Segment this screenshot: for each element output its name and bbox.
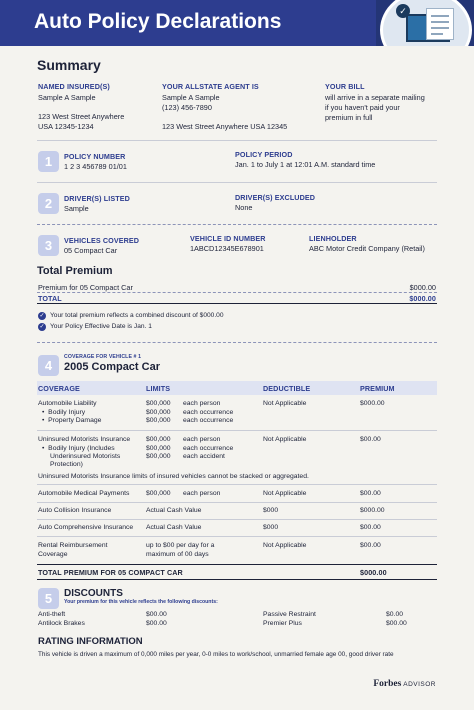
row-divider <box>37 430 437 431</box>
column-header-deductible: DEDUCTIBLE <box>263 384 311 393</box>
total-premium-title: Total Premium <box>37 265 113 277</box>
page-title: Auto Policy Declarations <box>34 10 282 33</box>
premium-value: $00.00 <box>360 436 381 443</box>
limit-desc: each person <box>183 400 221 407</box>
section-number-badge: 5 <box>38 588 59 609</box>
coverage-sub-item: • Property Damage <box>42 417 102 424</box>
forbes-advisor-logo <box>373 678 436 689</box>
coverage-sub-item: • Bodily Injury (Includes <box>42 445 115 452</box>
discount-label: Anti-theft <box>38 611 66 618</box>
discount-value: $00.00 <box>146 611 167 618</box>
limit-desc: each occurrence <box>183 417 234 424</box>
row-divider <box>37 484 437 485</box>
vehicle-id: 1ABCD12345E678901 <box>190 244 264 253</box>
header-banner <box>0 0 474 46</box>
deductible-value: Not Applicable <box>263 490 307 497</box>
row-divider <box>37 502 437 503</box>
bill-line-1: will arrive in a separate mailing <box>325 93 425 102</box>
limit-value: $00,000 <box>146 445 171 452</box>
logo-brand: Forbes <box>373 679 402 689</box>
divider <box>37 224 437 225</box>
checkmark-icon: ✓ <box>396 4 410 18</box>
lienholder: ABC Motor Credit Company (Retail) <box>309 244 425 253</box>
agent-label: YOUR ALLSTATE AGENT IS <box>162 82 259 91</box>
document-icon <box>426 8 454 40</box>
total-label: TOTAL <box>38 294 62 303</box>
lienholder-label: LIENHOLDER <box>309 234 357 243</box>
drivers-listed: Sample <box>64 204 89 213</box>
rating-title: RATING INFORMATION <box>38 636 143 647</box>
limit-desc: each accident <box>183 453 225 460</box>
drivers-excluded-label: DRIVER(S) EXCLUDED <box>235 193 316 202</box>
limit-value: Actual Cash Value <box>146 507 202 514</box>
uninsured-note: Uninsured Motorists Insurance limits of insured vehicles cannot be stacked or aggregated. <box>38 473 309 480</box>
deductible-value: Not Applicable <box>263 400 307 407</box>
limit-value: $00,000 <box>146 453 171 460</box>
coverage-total-label: TOTAL PREMIUM FOR 05 COMPACT CAR <box>38 568 183 577</box>
discount-label: Passive Restraint <box>263 611 316 618</box>
deductible-value: $000 <box>263 507 279 514</box>
premium-note-2: Your Policy Effective Date is Jan. 1 <box>50 323 152 330</box>
rating-text: This vehicle is driven a maximum of 0,000 miles per year, 0-0 miles to work/school, unmarried female age 00, good driver rate <box>38 651 394 658</box>
vehicles-covered-label: VEHICLES COVERED <box>64 236 140 245</box>
premium-value: $00.00 <box>360 524 381 531</box>
limit-value: $00,000 <box>146 417 171 424</box>
coverage-name-cont: Coverage <box>38 551 68 558</box>
coverage-name: Rental Reimbursement <box>38 542 108 549</box>
deductible-value: Not Applicable <box>263 436 307 443</box>
limit-value: Actual Cash Value <box>146 524 202 531</box>
column-header-limits: LIMITS <box>146 384 171 393</box>
named-insured-address-2: USA 12345-1234 <box>38 122 94 131</box>
divider <box>37 140 437 141</box>
coverage-name: Uninsured Motorists Insurance <box>38 436 131 443</box>
premium-line-value: $000.00 <box>409 283 436 292</box>
premium-line-label: Premium for 05 Compact Car <box>38 283 133 292</box>
limit-value-cont: maximum of 00 days <box>146 551 209 558</box>
premium-value: $00.00 <box>360 490 381 497</box>
drivers-listed-label: DRIVER(S) LISTED <box>64 194 130 203</box>
row-divider <box>37 519 437 520</box>
divider <box>37 182 437 183</box>
summary-title: Summary <box>37 57 101 73</box>
section-number-badge: 1 <box>38 151 59 172</box>
vehicles-covered: 05 Compact Car <box>64 246 118 255</box>
discount-value: $00.00 <box>146 620 167 627</box>
limit-value: up to $00 per day for a <box>146 542 215 549</box>
discount-value: $0.00 <box>386 611 404 618</box>
check-circle-icon: ✓ <box>39 313 45 319</box>
bill-line-2: if you haven't paid your <box>325 103 400 112</box>
limit-desc: each occurrence <box>183 409 234 416</box>
discount-label: Antilock Brakes <box>38 620 85 627</box>
premium-value: $000.00 <box>360 400 385 407</box>
coverage-total-value: $000.00 <box>360 568 387 577</box>
header-illustration <box>376 0 474 46</box>
discounts-subtitle: Your premium for this vehicle reflects the following discounts: <box>64 599 218 605</box>
row-divider <box>37 564 437 565</box>
limit-desc: each person <box>183 490 221 497</box>
check-circle-icon: ✓ <box>39 324 45 330</box>
coverage-name: Auto Comprehensive Insurance <box>38 524 134 531</box>
deductible-value: Not Applicable <box>263 542 307 549</box>
limit-value: $00,000 <box>146 400 171 407</box>
policy-number: 1 2 3 456789 01/01 <box>64 162 127 171</box>
policy-period-label: POLICY PERIOD <box>235 150 293 159</box>
discount-value: $00.00 <box>386 620 407 627</box>
drivers-excluded: None <box>235 203 253 212</box>
named-insured-name: Sample A Sample <box>38 93 96 102</box>
section-number-badge: 3 <box>38 235 59 256</box>
discounts-title: DISCOUNTS <box>64 588 123 599</box>
section-number-badge: 4 <box>38 355 59 376</box>
divider <box>37 292 437 293</box>
limit-desc: each occurrence <box>183 445 234 452</box>
coverage-sub-item-cont: Underinsured Motorists <box>50 453 121 460</box>
vehicle-id-label: VEHICLE ID NUMBER <box>190 234 266 243</box>
total-underline <box>37 303 437 304</box>
coverage-vehicle-title: 2005 Compact Car <box>64 361 160 373</box>
coverage-sub-item: • Bodily Injury <box>42 409 86 416</box>
column-header-premium: PREMIUM <box>360 384 395 393</box>
policy-period: Jan. 1 to July 1 at 12:01 A.M. standard time <box>235 160 376 169</box>
bill-line-3: premium in full <box>325 113 373 122</box>
bill-label: YOUR BILL <box>325 82 365 91</box>
coverage-name: Auto Collision Insurance <box>38 507 112 514</box>
coverage-name: Automobile Medical Payments <box>38 490 130 497</box>
named-insured-label: NAMED INSURED(S) <box>38 82 110 91</box>
discount-label: Premier Plus <box>263 620 302 627</box>
named-insured-address-1: 123 West Street Anywhere <box>38 112 125 121</box>
coverage-vehicle-label: COVERAGE FOR VEHICLE # 1 <box>64 354 142 360</box>
premium-value: $00.00 <box>360 542 381 549</box>
row-divider <box>37 536 437 537</box>
limit-value: $00,000 <box>146 490 171 497</box>
column-header-coverage: COVERAGE <box>38 384 80 393</box>
premium-value: $000.00 <box>360 507 385 514</box>
agent-address: 123 West Street Anywhere USA 12345 <box>162 122 288 131</box>
section-number-badge: 2 <box>38 193 59 214</box>
limit-desc: each person <box>183 436 221 443</box>
coverage-name: Automobile Liability <box>38 400 97 407</box>
policy-number-label: POLICY NUMBER <box>64 152 126 161</box>
limit-value: $00,000 <box>146 436 171 443</box>
row-divider <box>37 579 437 580</box>
logo-suffix: ADVISOR <box>401 681 436 688</box>
premium-note-1: Your total premium reflects a combined discount of $000.00 <box>50 312 224 319</box>
agent-name: Sample A Sample <box>162 93 220 102</box>
total-value: $000.00 <box>409 294 436 303</box>
deductible-value: $000 <box>263 524 279 531</box>
divider <box>37 342 437 343</box>
agent-phone: (123) 456-7890 <box>162 103 212 112</box>
coverage-sub-item-cont: Protection) <box>50 461 83 468</box>
limit-value: $00,000 <box>146 409 171 416</box>
